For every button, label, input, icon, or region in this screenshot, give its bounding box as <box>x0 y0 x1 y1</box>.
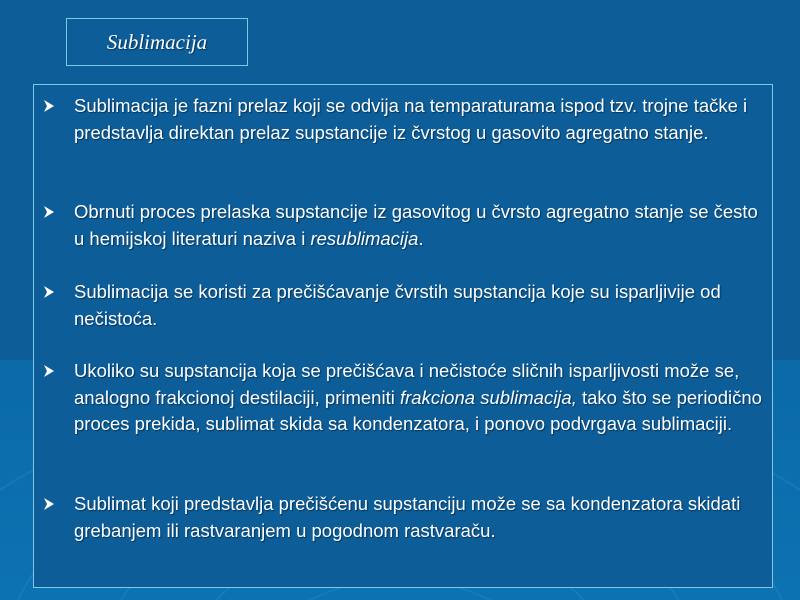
bullet-text <box>74 199 764 252</box>
bullet-item <box>42 279 764 332</box>
slide-title-box <box>66 18 248 66</box>
arrow-bullet-icon <box>42 93 74 118</box>
arrow-bullet-icon <box>42 491 74 516</box>
bullet-text-part: tako što se periodično proces prekida, sublimat skida sa kondenzatora, i ponovo podvrgava sublimaciji. <box>74 386 762 434</box>
arrow-bullet-icon <box>42 358 74 383</box>
bullet-text-italic: frakciona sublimacija, <box>399 386 577 408</box>
bullet-item <box>42 491 764 544</box>
bullet-text-part: . <box>418 227 424 249</box>
bullet-text-italic: resublimacija <box>310 227 419 249</box>
arrow-bullet-icon <box>42 199 74 224</box>
bullet-item <box>42 93 764 146</box>
bullet-text: Sublimacija je fazni prelaz koji se odvija na temparaturama ispod tzv. trojne tačke i predstavlja direktan prelaz supstancije iz čvrstog u gasovito agregatno stanje. <box>74 95 748 143</box>
bullet-text: Sublimacija se koristi za prečišćavanje čvrstih supstancija koje su isparljivije od nečistoća. <box>74 281 721 329</box>
arrow-bullet-icon <box>42 279 74 304</box>
content-box <box>33 84 773 588</box>
bullet-text: Sublimat koji predstavlja prečišćenu supstanciju može se sa kondenzatora skidati grebanjem ili rastvaranjem u pogodnom rastvaraču. <box>74 493 741 541</box>
bullet-text-part: Obrnuti proces prelaska supstancije iz gasovitog u čvrsto agregatno stanje se često u hemijskoj literaturi naziva i <box>74 201 758 249</box>
bullet-text <box>74 358 764 438</box>
bullet-text-part: Ukoliko su supstancija koja se prečišćava i nečistoće sličnih isparljivosti može se, analogno frakcionoj destilaciji, primeniti <box>74 360 740 408</box>
bullet-item <box>42 199 764 252</box>
bullet-item <box>42 358 764 438</box>
slide-title: Sublimacija <box>106 29 208 54</box>
